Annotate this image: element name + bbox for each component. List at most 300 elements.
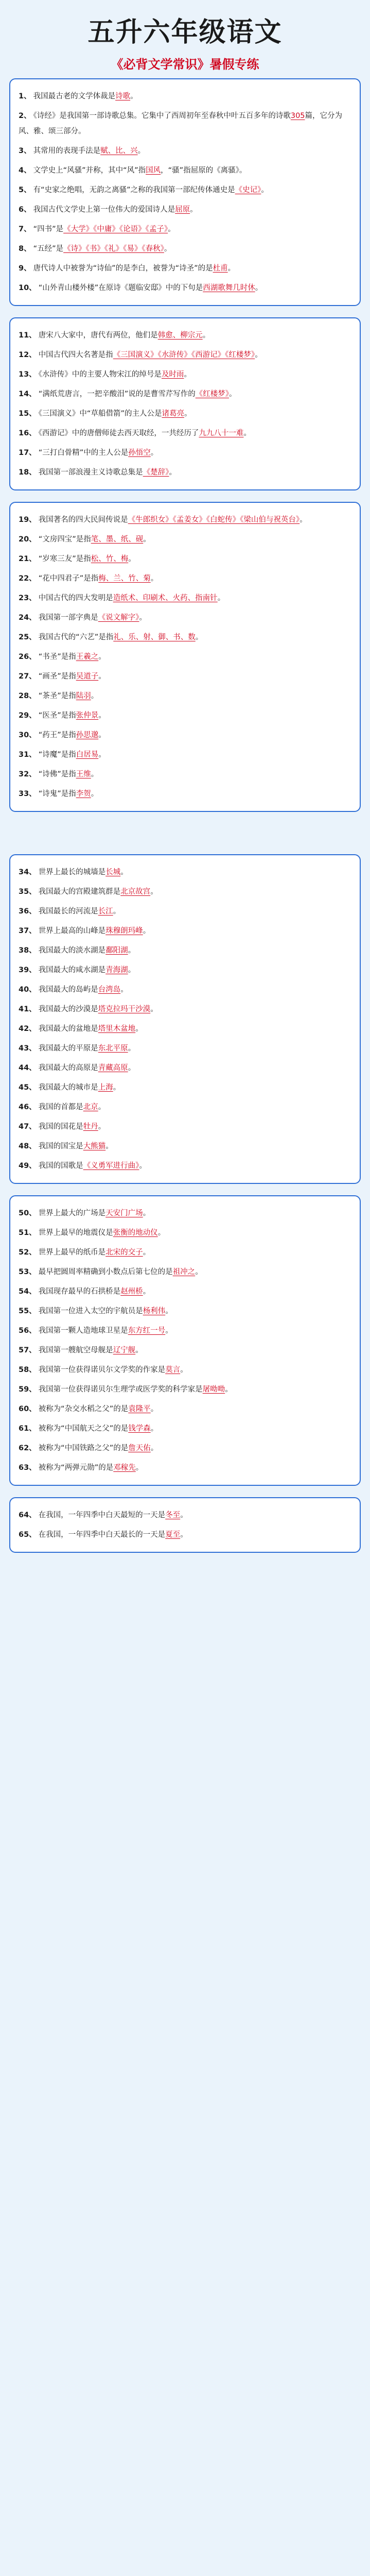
item-text: 。 bbox=[91, 790, 99, 798]
item-number: 37、 bbox=[19, 927, 37, 935]
item-number: 19、 bbox=[19, 516, 37, 524]
item-number: 22、 bbox=[19, 574, 37, 583]
item-text: 。 bbox=[228, 390, 237, 398]
item-text: 。 bbox=[143, 1248, 151, 1257]
item-text: 。 bbox=[184, 410, 192, 418]
list-item bbox=[19, 941, 351, 960]
item-text: 我国第一位进入太空的宇航员是 bbox=[38, 1307, 143, 1315]
list-item bbox=[19, 921, 351, 941]
highlight-text: 屠呦呦 bbox=[202, 1385, 225, 1394]
list-item bbox=[19, 1321, 351, 1341]
list-item bbox=[19, 902, 351, 921]
list-item bbox=[19, 161, 351, 180]
item-number: 15、 bbox=[19, 410, 37, 418]
highlight-text: 塔克拉玛干沙漠 bbox=[98, 1005, 151, 1013]
item-text: 我国最大的城市是 bbox=[38, 1083, 98, 1092]
item-text: 。 bbox=[150, 1444, 158, 1452]
highlight-text: 北京故宫 bbox=[120, 888, 151, 896]
section-card bbox=[9, 502, 361, 812]
item-text: 篇，它分为风、雅、颂三部分。 bbox=[19, 112, 343, 135]
item-text: “满纸荒唐言，一把辛酸泪”说的是曹雪芹写作的 bbox=[38, 390, 196, 398]
item-text: 。 bbox=[184, 370, 191, 379]
list-item bbox=[19, 667, 351, 686]
item-text: 被称为“中国铁路之父”的是 bbox=[38, 1444, 129, 1452]
item-text: 。 bbox=[299, 516, 307, 524]
highlight-text: 《大学》《中庸》《论语》《孟子》 bbox=[63, 225, 168, 233]
item-text: 我国最大的盆地是 bbox=[38, 1025, 98, 1033]
list-item bbox=[19, 463, 351, 482]
item-text: 。 bbox=[150, 574, 158, 583]
list-item bbox=[19, 569, 351, 588]
list-item bbox=[19, 862, 351, 882]
item-text: 我国第一艘航空母舰是 bbox=[38, 1346, 113, 1354]
list-item bbox=[19, 278, 351, 298]
section-card bbox=[9, 1497, 361, 1553]
item-text: 文学史上“风骚”并称，其中“风”指 bbox=[33, 166, 146, 175]
list-item bbox=[19, 1039, 351, 1058]
item-text: 我国现存最早的石拱桥是 bbox=[38, 1287, 121, 1296]
list-item bbox=[19, 588, 351, 608]
item-text: 。 bbox=[255, 284, 263, 292]
highlight-text: 张仲景 bbox=[76, 711, 99, 720]
item-number: 6、 bbox=[19, 206, 31, 214]
item-number: 16、 bbox=[19, 429, 37, 437]
highlight-text: 长江 bbox=[98, 907, 113, 916]
highlight-text: 张衡的地动仪 bbox=[113, 1229, 158, 1237]
highlight-text: 陆羽 bbox=[76, 692, 91, 700]
item-text: 。 bbox=[98, 1103, 106, 1111]
item-text: 。 bbox=[91, 770, 99, 778]
item-text: 我国最大的平原是 bbox=[38, 1044, 98, 1053]
item-text: 。 bbox=[143, 927, 151, 935]
item-text: 。 bbox=[143, 1209, 151, 1217]
item-text: “花中四君子”是指 bbox=[38, 574, 99, 583]
item-number: 24、 bbox=[19, 614, 37, 622]
highlight-text: 长城 bbox=[105, 868, 121, 876]
item-number: 35、 bbox=[19, 888, 37, 896]
list-item bbox=[19, 423, 351, 443]
item-text: 。 bbox=[150, 1425, 158, 1433]
item-text: 我国最大的岛屿是 bbox=[38, 986, 98, 994]
list-item bbox=[19, 384, 351, 404]
item-number: 25、 bbox=[19, 633, 37, 641]
item-text: 。 bbox=[120, 868, 128, 876]
list-item bbox=[19, 345, 351, 365]
list-item bbox=[19, 365, 351, 384]
item-text: “诗佛”是指 bbox=[38, 770, 76, 778]
item-text: 。 bbox=[255, 351, 262, 359]
highlight-text: 屈原 bbox=[175, 206, 190, 214]
item-text: 在我国，一年四季中白天最长的一天是 bbox=[38, 1531, 166, 1539]
item-number: 18、 bbox=[19, 468, 37, 477]
list-item bbox=[19, 1243, 351, 1262]
item-number: 55、 bbox=[19, 1307, 37, 1315]
item-text: 被称为“中国航天之父”的是 bbox=[38, 1425, 129, 1433]
list-item bbox=[19, 882, 351, 902]
item-number: 9、 bbox=[19, 264, 31, 273]
list-item bbox=[19, 1223, 351, 1243]
item-text: 。 bbox=[195, 1268, 203, 1276]
highlight-text: 孙思邈 bbox=[76, 731, 99, 739]
item-number: 30、 bbox=[19, 731, 37, 739]
list-item bbox=[19, 1341, 351, 1360]
item-number: 5、 bbox=[19, 186, 31, 194]
highlight-text: 祖冲之 bbox=[172, 1268, 196, 1276]
item-text: “医圣”是指 bbox=[38, 711, 76, 720]
item-text: 。 bbox=[202, 331, 210, 340]
item-number: 63、 bbox=[19, 1464, 37, 1472]
item-text: 。 bbox=[180, 1511, 188, 1519]
item-text: 。 bbox=[98, 672, 106, 681]
item-text: 。 bbox=[143, 1287, 151, 1296]
item-text: 。 bbox=[225, 1385, 233, 1394]
item-number: 36、 bbox=[19, 907, 37, 916]
list-item bbox=[19, 180, 351, 200]
item-text: “药王”是指 bbox=[38, 731, 76, 739]
item-number: 45、 bbox=[19, 1083, 37, 1092]
highlight-text: 青藏高原 bbox=[98, 1064, 128, 1072]
item-number: 40、 bbox=[19, 986, 37, 994]
list-item bbox=[19, 1156, 351, 1176]
list-item bbox=[19, 1360, 351, 1380]
list-item bbox=[19, 1117, 351, 1137]
highlight-text: 珠穆朗玛峰 bbox=[105, 927, 143, 935]
item-text: 我国的国花是 bbox=[38, 1123, 83, 1131]
item-text: 。 bbox=[165, 1307, 173, 1315]
item-number: 53、 bbox=[19, 1268, 37, 1276]
item-number: 62、 bbox=[19, 1444, 37, 1452]
list-item bbox=[19, 141, 351, 161]
item-number: 12、 bbox=[19, 351, 37, 359]
list-item bbox=[19, 404, 351, 423]
page-title: 五升六年级语文 bbox=[87, 16, 283, 48]
item-number: 17、 bbox=[19, 449, 37, 457]
highlight-text: 王羲之 bbox=[76, 653, 99, 661]
item-text: 《水浒传》中的主要人物宋江的绰号是 bbox=[38, 370, 162, 379]
item-text: “文房四宝”是指 bbox=[38, 535, 91, 544]
item-text: 。 bbox=[98, 751, 106, 759]
item-number: 41、 bbox=[19, 1005, 37, 1013]
highlight-text: 杨利伟 bbox=[143, 1307, 166, 1315]
list-item bbox=[19, 1078, 351, 1097]
highlight-text: 《楚辞》 bbox=[143, 468, 169, 477]
list-item bbox=[19, 628, 351, 647]
item-text: “山外青山楼外楼”在原诗《题临安邸》中的下句是 bbox=[38, 284, 203, 292]
list-item bbox=[19, 980, 351, 999]
item-text: 世界上最高的山峰是 bbox=[38, 927, 106, 935]
item-text: 。 bbox=[137, 147, 146, 155]
item-text: 。 bbox=[98, 1123, 106, 1131]
item-number: 28、 bbox=[19, 692, 37, 700]
list-item bbox=[19, 1019, 351, 1039]
item-text: 我国第一位获得诺贝尔生理学或医学奖的科学家是 bbox=[38, 1385, 203, 1394]
item-text: 。 bbox=[157, 1229, 166, 1237]
item-text: 我国最大的咸水湖是 bbox=[38, 966, 106, 974]
section-card bbox=[9, 1195, 361, 1486]
highlight-text: 上海 bbox=[98, 1083, 113, 1092]
list-item bbox=[19, 1399, 351, 1419]
item-text: 。 bbox=[180, 1531, 188, 1539]
item-number: 59、 bbox=[19, 1385, 37, 1394]
highlight-text: 杜甫 bbox=[213, 264, 228, 273]
highlight-text: 李贺 bbox=[76, 790, 91, 798]
section-card bbox=[9, 317, 361, 490]
item-text: 。 bbox=[135, 1346, 143, 1354]
highlight-text: 王维 bbox=[76, 770, 91, 778]
item-text: 。 bbox=[91, 692, 99, 700]
item-text: 。 bbox=[164, 245, 172, 253]
item-text: 我国最古老的文学体裁是 bbox=[33, 92, 116, 100]
list-item bbox=[19, 1438, 351, 1458]
item-text: 。 bbox=[128, 555, 136, 563]
item-text: 《西游记》中的唐僧师徒去西天取经，一共经历了 bbox=[38, 429, 199, 437]
item-number: 65、 bbox=[19, 1531, 37, 1539]
list-item bbox=[19, 326, 351, 345]
item-text: 。 bbox=[190, 206, 198, 214]
item-number: 26、 bbox=[19, 653, 37, 661]
highlight-text: 袁隆平 bbox=[128, 1405, 151, 1413]
list-item bbox=[19, 510, 351, 530]
item-number: 33、 bbox=[19, 790, 37, 798]
item-text: “诗鬼”是指 bbox=[38, 790, 76, 798]
item-text: 。 bbox=[128, 966, 136, 974]
item-text: 。 bbox=[105, 1142, 113, 1150]
item-number: 47、 bbox=[19, 1123, 37, 1131]
list-item bbox=[19, 725, 351, 745]
item-number: 39、 bbox=[19, 966, 37, 974]
highlight-text: 塔里木盆地 bbox=[98, 1025, 136, 1033]
item-number: 32、 bbox=[19, 770, 37, 778]
item-text: 。 bbox=[135, 1464, 144, 1472]
item-text: 。 bbox=[150, 888, 158, 896]
highlight-text: 台湾岛 bbox=[98, 986, 121, 994]
item-text: 。 bbox=[128, 1064, 136, 1072]
highlight-text: 九九八十一难 bbox=[199, 429, 244, 437]
highlight-text: 《三国演义》《水浒传》《西游记》《红楼梦》 bbox=[113, 351, 255, 359]
item-text: 我国最大的宫殿建筑群是 bbox=[38, 888, 121, 896]
list-item bbox=[19, 608, 351, 628]
highlight-text: 及时雨 bbox=[161, 370, 184, 379]
highlight-text: 韩愈、柳宗元 bbox=[157, 331, 203, 340]
highlight-text: 《说文解字》 bbox=[98, 614, 139, 622]
highlight-text: 《牛郎织女》《孟姜女》《白蛇传》《梁山伯与祝英台》 bbox=[128, 516, 300, 524]
item-text: 。 bbox=[135, 1025, 143, 1033]
item-number: 4、 bbox=[19, 166, 31, 175]
list-item bbox=[19, 1097, 351, 1117]
list-item bbox=[19, 706, 351, 725]
item-text: “四书”是 bbox=[33, 225, 64, 233]
item-number: 42、 bbox=[19, 1025, 37, 1033]
item-text: 《三国演义》中“草船借箭”的主人公是 bbox=[38, 410, 162, 418]
item-number: 14、 bbox=[19, 390, 37, 398]
item-text: 。 bbox=[128, 1044, 136, 1053]
highlight-text: 东方红一号 bbox=[128, 1327, 166, 1335]
list-item bbox=[19, 106, 351, 141]
item-text: 我国古代文学史上第一位伟大的爱国诗人是 bbox=[33, 206, 175, 214]
highlight-text: 莫言 bbox=[165, 1366, 181, 1374]
item-text: 我国第一部字典是 bbox=[38, 614, 98, 622]
item-text: 有“史家之绝唱，无韵之离骚”之称的我国第一部纪传体通史是 bbox=[33, 186, 235, 194]
highlight-text: 《红楼梦》 bbox=[195, 390, 229, 398]
item-text: 。 bbox=[227, 264, 236, 273]
item-text: 。 bbox=[165, 1327, 173, 1335]
item-number: 20、 bbox=[19, 535, 37, 544]
item-number: 44、 bbox=[19, 1064, 37, 1072]
highlight-text: 牡丹 bbox=[83, 1123, 98, 1131]
item-text: 我国第一颗人造地球卫星是 bbox=[38, 1327, 128, 1335]
item-text: 中国古代的四大发明是 bbox=[38, 594, 113, 602]
list-item bbox=[19, 960, 351, 980]
item-text: “书圣”是指 bbox=[38, 653, 76, 661]
item-text: 。 bbox=[113, 907, 121, 916]
item-text: 中国古代四大名著是指 bbox=[38, 351, 113, 359]
highlight-text: 天安门广场 bbox=[105, 1209, 143, 1217]
list-item bbox=[19, 239, 351, 259]
item-number: 8、 bbox=[19, 245, 31, 253]
item-number: 51、 bbox=[19, 1229, 37, 1237]
highlight-text: 笔、墨、纸、砚 bbox=[91, 535, 144, 544]
item-text: 。 bbox=[168, 225, 175, 233]
item-number: 43、 bbox=[19, 1044, 37, 1053]
item-text: “五经”是 bbox=[33, 245, 64, 253]
item-number: 60、 bbox=[19, 1405, 37, 1413]
item-text: ，“骚”指屈原的《离骚》。 bbox=[161, 166, 247, 175]
highlight-text: 《史记》 bbox=[235, 186, 261, 194]
highlight-text: 詹天佑 bbox=[128, 1444, 151, 1452]
item-number: 10、 bbox=[19, 284, 37, 292]
item-number: 29、 bbox=[19, 711, 37, 720]
highlight-text: 冬至 bbox=[165, 1511, 181, 1519]
item-number: 46、 bbox=[19, 1103, 37, 1111]
highlight-text: 《诗》《书》《礼》《易》《春秋》 bbox=[63, 245, 164, 253]
list-item bbox=[19, 549, 351, 569]
item-number: 27、 bbox=[19, 672, 37, 681]
item-text: 。 bbox=[143, 535, 151, 544]
item-text: 。 bbox=[150, 1005, 158, 1013]
item-text: 被称为“两弹元勋”的是 bbox=[38, 1464, 114, 1472]
item-number: 54、 bbox=[19, 1287, 37, 1296]
highlight-text: 松、竹、梅 bbox=[91, 555, 129, 563]
highlight-text: 《义勇军进行曲》 bbox=[83, 1162, 139, 1170]
list-item bbox=[19, 1380, 351, 1399]
item-number: 2、 bbox=[19, 112, 31, 120]
highlight-text: 北京 bbox=[83, 1103, 98, 1111]
item-text: 。 bbox=[139, 1162, 147, 1170]
highlight-text: 吴道子 bbox=[76, 672, 99, 681]
item-text: 。 bbox=[98, 711, 106, 720]
item-text: 《诗经》是我国第一部诗歌总集。它集中了西周初年至春秋中叶五百多年的诗歌 bbox=[33, 112, 291, 120]
item-text: 。 bbox=[128, 946, 136, 955]
item-text: 。 bbox=[195, 633, 203, 641]
list-item bbox=[19, 784, 351, 804]
item-text: 我国的首都是 bbox=[38, 1103, 83, 1111]
list-item bbox=[19, 1204, 351, 1223]
list-item bbox=[19, 1525, 351, 1545]
item-text: 。 bbox=[180, 1366, 188, 1374]
highlight-text: 国风 bbox=[146, 166, 161, 175]
highlight-text: 西湖歌舞几时休 bbox=[203, 284, 255, 292]
highlight-text: 邓稼先 bbox=[113, 1464, 136, 1472]
item-text: 。 bbox=[261, 186, 269, 194]
item-number: 21、 bbox=[19, 555, 37, 563]
item-text: 我国最大的高原是 bbox=[38, 1064, 98, 1072]
list-item bbox=[19, 219, 351, 239]
list-item bbox=[19, 745, 351, 765]
item-number: 57、 bbox=[19, 1346, 37, 1354]
item-text: 我国古代的“六艺”是指 bbox=[38, 633, 114, 641]
highlight-text: 诸葛亮 bbox=[162, 410, 184, 418]
item-text: 。 bbox=[150, 449, 158, 457]
highlight-text: 北宋的交子 bbox=[105, 1248, 143, 1257]
item-text: 我国的国宝是 bbox=[38, 1142, 83, 1150]
list-item bbox=[19, 999, 351, 1019]
highlight-text: 造纸术、印刷术、火药、指南针 bbox=[113, 594, 218, 602]
item-number: 52、 bbox=[19, 1248, 37, 1257]
item-text: 其常用的表现手法是 bbox=[33, 147, 101, 155]
list-item bbox=[19, 443, 351, 463]
item-text: 。 bbox=[243, 429, 251, 437]
item-text: “三打白骨精”中的主人公是 bbox=[38, 449, 129, 457]
section-card bbox=[9, 78, 361, 306]
list-item bbox=[19, 1058, 351, 1078]
item-text: 唐代诗人中被誉为“诗仙”的是李白，被誉为“诗圣”的是 bbox=[33, 264, 213, 273]
highlight-text: 白居易 bbox=[76, 751, 99, 759]
item-text: 我国著名的四大民间传说是 bbox=[38, 516, 128, 524]
highlight-text: 305 bbox=[290, 112, 305, 120]
item-text: “诗魔”是指 bbox=[38, 751, 76, 759]
item-text: 我国的国歌是 bbox=[38, 1162, 83, 1170]
list-item bbox=[19, 1137, 351, 1156]
list-item bbox=[19, 530, 351, 549]
item-text: 。 bbox=[130, 92, 138, 100]
item-number: 3、 bbox=[19, 147, 31, 155]
item-number: 11、 bbox=[19, 331, 37, 340]
item-text: 世界上最长的城墙是 bbox=[38, 868, 106, 876]
item-number: 58、 bbox=[19, 1366, 37, 1374]
item-number: 23、 bbox=[19, 594, 37, 602]
item-text: 我国第一部浪漫主义诗歌总集是 bbox=[38, 468, 143, 477]
item-text: 我国第一位获得诺贝尔文学奖的作家是 bbox=[38, 1366, 166, 1374]
item-number: 38、 bbox=[19, 946, 37, 955]
highlight-text: 赵州桥 bbox=[120, 1287, 143, 1296]
item-text: 。 bbox=[150, 1405, 158, 1413]
highlight-text: 礼、乐、射、御、书、数 bbox=[113, 633, 196, 641]
sections-container bbox=[9, 78, 361, 1553]
section-card bbox=[9, 854, 361, 1184]
list-item bbox=[19, 87, 351, 106]
highlight-text: 孙悟空 bbox=[128, 449, 151, 457]
list-item bbox=[19, 1301, 351, 1321]
item-number: 13、 bbox=[19, 370, 37, 379]
list-item bbox=[19, 1505, 351, 1525]
highlight-text: 辽宁舰 bbox=[113, 1346, 136, 1354]
item-text: 被称为“杂交水稻之父”的是 bbox=[38, 1405, 129, 1413]
item-text: “画圣”是指 bbox=[38, 672, 76, 681]
item-number: 61、 bbox=[19, 1425, 37, 1433]
item-number: 48、 bbox=[19, 1142, 37, 1150]
item-text: “茶圣”是指 bbox=[38, 692, 76, 700]
item-text: 。 bbox=[98, 731, 106, 739]
list-item bbox=[19, 1419, 351, 1438]
highlight-text: 钱学森 bbox=[128, 1425, 151, 1433]
item-text: 世界上最大的广场是 bbox=[38, 1209, 106, 1217]
item-text: 。 bbox=[139, 614, 147, 622]
list-item bbox=[19, 765, 351, 784]
item-text: 唐宋八大家中，唐代有两位，他们是 bbox=[38, 331, 158, 340]
highlight-text: 青海湖 bbox=[105, 966, 128, 974]
item-number: 1、 bbox=[19, 92, 31, 100]
item-number: 56、 bbox=[19, 1327, 37, 1335]
